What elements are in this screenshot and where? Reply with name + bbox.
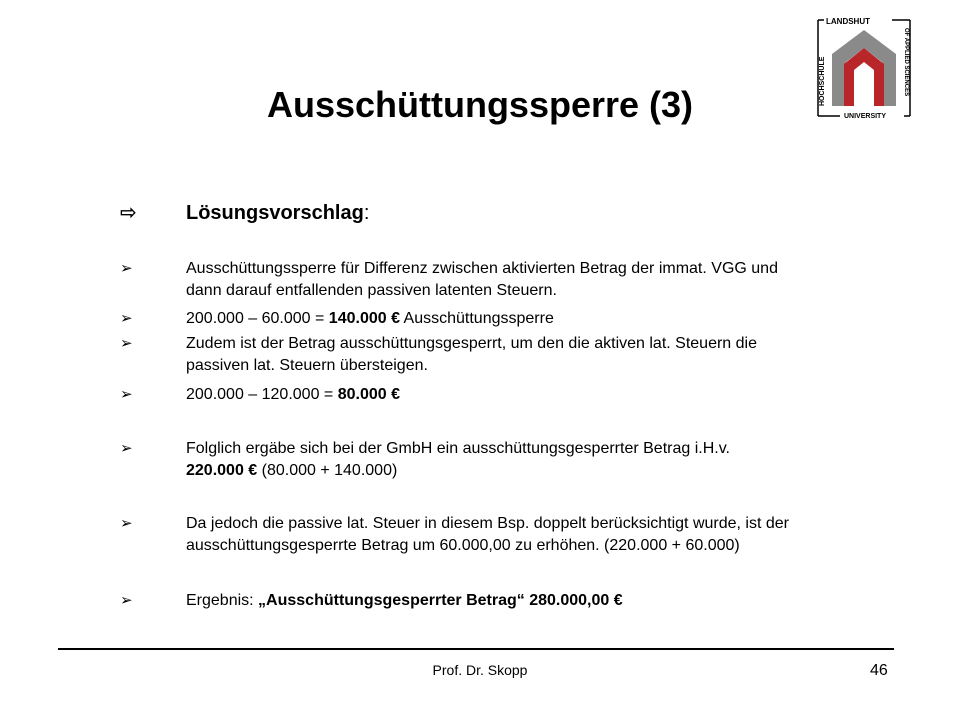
bullet-3-line-2: passiven lat. Steuern übersteigen. xyxy=(186,357,428,374)
bullet-5-calculation: (80.000 + 140.000) xyxy=(257,462,398,479)
solution-heading-label: Lösungsvorschlag xyxy=(186,202,364,224)
bullet-item-2 xyxy=(120,308,910,330)
bullet-arrow-icon: ➢ xyxy=(120,386,133,403)
bullet-item-7 xyxy=(120,590,910,612)
bullet-4-amount: 80.000 € xyxy=(337,386,400,403)
bullet-6-line-2: ausschüttungsgesperrte Betrag um 60.000,00 zu erhöhen. (220.000 + 60.000) xyxy=(186,537,740,554)
bullet-arrow-icon: ➢ xyxy=(120,260,133,277)
bullet-item-5 xyxy=(120,438,910,482)
bullet-1-line-1: Ausschüttungssperre für Differenz zwischen aktivierten Betrag der immat. VGG und xyxy=(186,260,778,277)
bullet-item-6 xyxy=(120,513,910,557)
bullet-item-1 xyxy=(120,258,910,302)
university-logo-graphic xyxy=(810,14,918,120)
bullet-arrow-icon: ➢ xyxy=(120,310,133,327)
bullet-item-3 xyxy=(120,333,910,377)
bullet-6-line-1: Da jedoch die passive lat. Steuer in diesem Bsp. doppelt berücksichtigt wurde, ist der xyxy=(186,515,789,532)
bullet-item-4 xyxy=(120,384,910,406)
footer-divider xyxy=(58,648,894,650)
bullet-2-text-end: Ausschüttungssperre xyxy=(399,310,554,327)
bullet-5-line-1: Folglich ergäbe sich bei der GmbH ein ausschüttungsgesperrter Betrag i.H.v. xyxy=(186,440,730,457)
logo-left-text: HOCHSCHULE xyxy=(819,56,826,106)
bullet-arrow-icon: ➢ xyxy=(120,335,133,352)
bullet-4-text-start: 200.000 – 120.000 = xyxy=(186,386,338,403)
logo-top-text: LANDSHUT xyxy=(826,17,870,26)
bullet-3-line-1: Zudem ist der Betrag ausschüttungsgesperrt, um den die aktiven lat. Steuern die xyxy=(186,335,757,352)
right-arrow-icon: ⇨ xyxy=(120,202,137,224)
logo-right-text: OF APPLIED SCIENCES xyxy=(903,28,909,97)
solution-heading-colon: : xyxy=(363,202,370,224)
bullet-arrow-icon: ➢ xyxy=(120,515,133,532)
slide-title: Ausschüttungssperre (3) xyxy=(266,84,694,125)
bullet-2-text-start: 200.000 – 60.000 = xyxy=(186,310,329,327)
logo-bottom-text: UNIVERSITY xyxy=(844,113,887,120)
university-logo xyxy=(810,14,918,120)
bullet-7-result: „Ausschüttungsgesperrter Betrag“ 280.000,00 € xyxy=(258,592,623,609)
bullet-arrow-icon: ➢ xyxy=(120,440,133,457)
bullet-7-text-start: Ergebnis: xyxy=(186,592,259,609)
bullet-5-amount: 220.000 € xyxy=(186,462,258,479)
bullet-arrow-icon: ➢ xyxy=(120,592,133,609)
page-number: 46 xyxy=(870,662,888,679)
footer-author: Prof. Dr. Skopp xyxy=(432,662,528,678)
bullet-1-line-2: dann darauf entfallenden passiven latenten Steuern. xyxy=(186,282,557,299)
bullet-2-amount: 140.000 € xyxy=(328,310,400,327)
solution-heading xyxy=(120,200,369,225)
